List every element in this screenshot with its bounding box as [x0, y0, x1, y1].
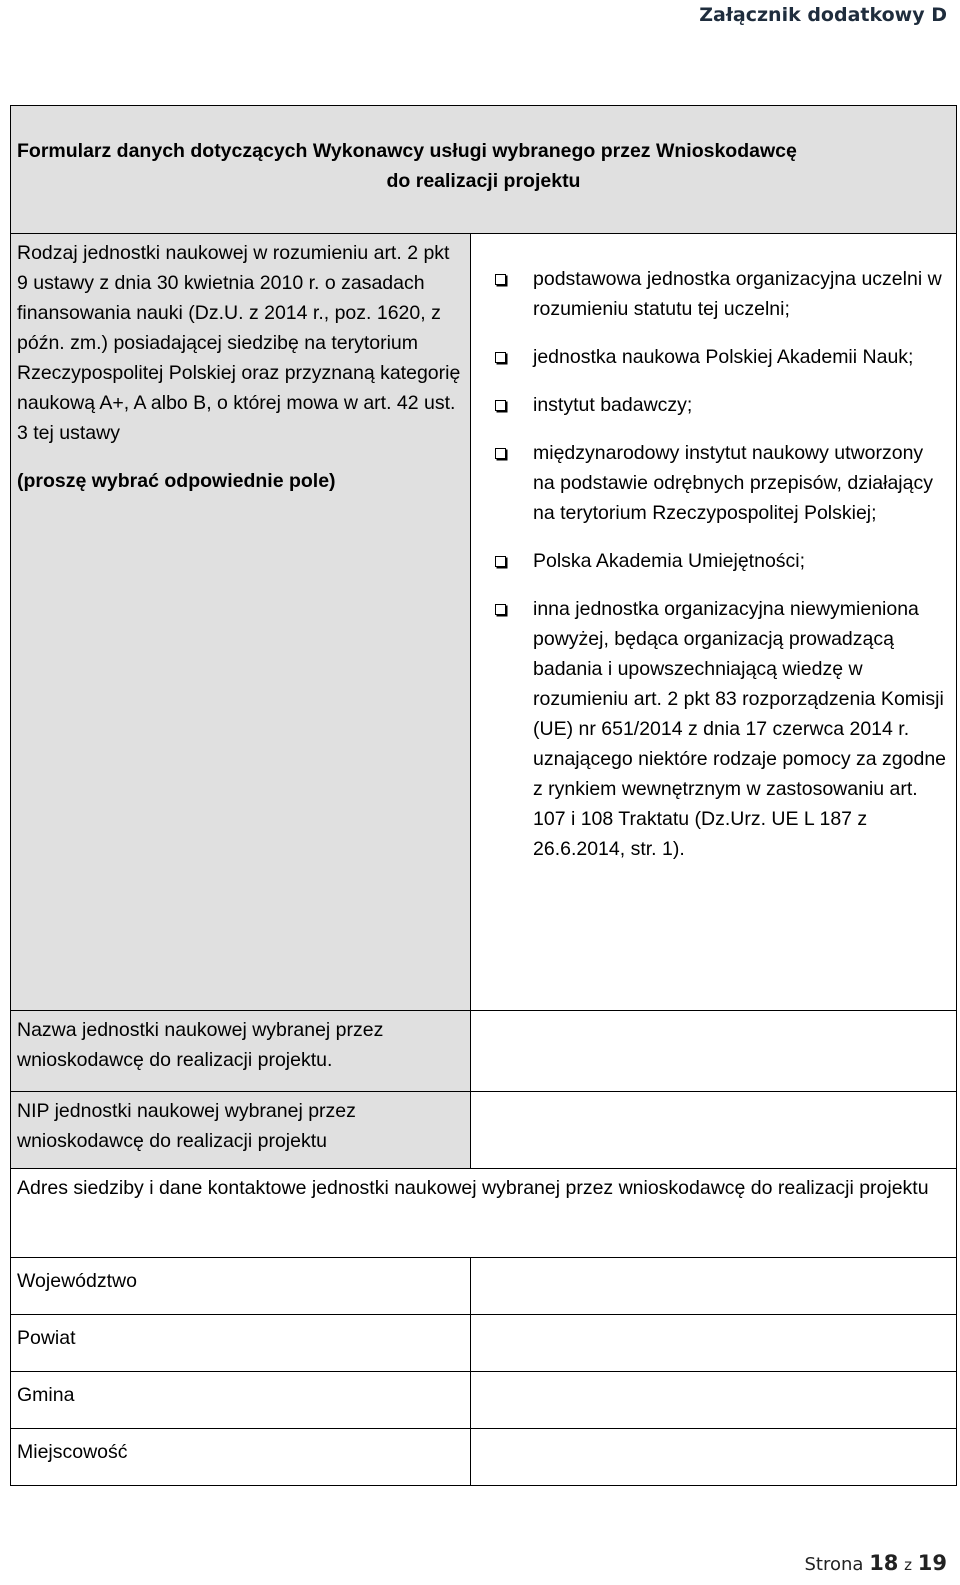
commune-field[interactable] [471, 1372, 957, 1429]
locality-label: Miejscowość [11, 1429, 471, 1486]
option-other-unit[interactable] [495, 594, 948, 864]
unit-type-label: Rodzaj jednostki naukowej w rozumieniu art. 2 pkt 9 ustawy z dnia 30 kwietnia 2010 r. o zasadach finansowania nauki (Dz.U. z 2014 r., poz. 1620, z późn. zm.) posiadającej siedzibę na terytorium Rzeczypospolitej Polskiej oraz przyznaną kategorię naukową A+, A albo B, o której mowa w art. 42 ust. 3 tej ustawy [17, 242, 461, 444]
unit-type-options-cell [471, 234, 957, 1011]
checkbox-international-institute[interactable] [495, 448, 506, 459]
checkbox-other-unit[interactable] [495, 604, 506, 615]
address-header-row [11, 1169, 957, 1258]
unit-name-field[interactable] [471, 1011, 957, 1092]
unit-name-row [11, 1011, 957, 1092]
option-university-unit[interactable] [495, 264, 948, 324]
page-total: 19 [917, 1551, 947, 1575]
address-row-commune [11, 1372, 957, 1429]
checkbox-pan-unit[interactable] [495, 352, 506, 363]
address-row-voivodeship [11, 1258, 957, 1315]
option-label: instytut badawczy; [533, 394, 693, 416]
nip-field[interactable] [471, 1092, 957, 1169]
locality-field[interactable] [471, 1429, 957, 1486]
voivodeship-label: Województwo [11, 1258, 471, 1315]
address-header: Adres siedziby i dane kontaktowe jednostki naukowej wybranej przez wnioskodawcę do realizacji projektu [11, 1169, 957, 1258]
commune-label: Gmina [11, 1372, 471, 1429]
nip-label: NIP jednostki naukowej wybranej przez wnioskodawcę do realizacji projektu [11, 1092, 471, 1169]
page-of: z [904, 1556, 913, 1574]
address-row-county [11, 1315, 957, 1372]
voivodeship-field[interactable] [471, 1258, 957, 1315]
nip-row [11, 1092, 957, 1169]
checkbox-pau[interactable] [495, 556, 506, 567]
checkbox-university-unit[interactable] [495, 274, 506, 285]
option-pan-unit[interactable] [495, 342, 948, 372]
checkbox-research-institute[interactable] [495, 400, 506, 411]
page-footer [805, 1551, 948, 1575]
county-label: Powiat [11, 1315, 471, 1372]
unit-type-label-cell [11, 234, 471, 1011]
unit-type-row [11, 234, 957, 1011]
form-title [11, 106, 957, 234]
form-title-line-1: Formularz danych dotyczących Wykonawcy usługi wybranego przez Wnioskodawcę [17, 140, 797, 162]
county-field[interactable] [471, 1315, 957, 1372]
option-label: podstawowa jednostka organizacyjna uczelni w rozumieniu statutu tej uczelni; [533, 268, 942, 320]
option-label: inna jednostka organizacyjna niewymieniona powyżej, będąca organizacją prowadzącą badania i upowszechniającą wiedzę w rozumieniu art. 2 pkt 83 rozporządzenia Komisji (UE) nr 651/2014 z dnia 17 czerwca 2014 r. uznającego niektóre rodzaje pomocy za zgodne z rynkiem wewnętrznym w zastosowaniu art. 107 i 108 Traktatu (Dz.Urz. UE L 187 z 26.6.2014, str. 1). [533, 598, 947, 860]
address-row-locality [11, 1429, 957, 1486]
attachment-header: Załącznik dodatkowy D [699, 4, 947, 26]
option-label: Polska Akademia Umiejętności; [533, 550, 806, 572]
option-international-institute[interactable] [495, 438, 948, 528]
unit-name-label: Nazwa jednostki naukowej wybranej przez wnioskodawcę do realizacji projektu. [11, 1011, 471, 1092]
unit-type-options [471, 264, 956, 868]
unit-type-instruction: (proszę wybrać odpowiednie pole) [17, 470, 336, 492]
form-title-line-2: do realizacji projektu [386, 170, 581, 192]
option-research-institute[interactable] [495, 390, 948, 420]
page-current: 18 [869, 1551, 899, 1575]
contractor-data-form [10, 105, 957, 1486]
form-title-row [11, 106, 957, 234]
option-label: jednostka naukowa Polskiej Akademii Nauk; [533, 346, 914, 368]
option-pau[interactable] [495, 546, 948, 576]
option-label: międzynarodowy instytut naukowy utworzony na podstawie odrębnych przepisów, działający na terytorium Rzeczypospolitej Polskiej; [533, 442, 933, 524]
page-word: Strona [804, 1554, 864, 1575]
